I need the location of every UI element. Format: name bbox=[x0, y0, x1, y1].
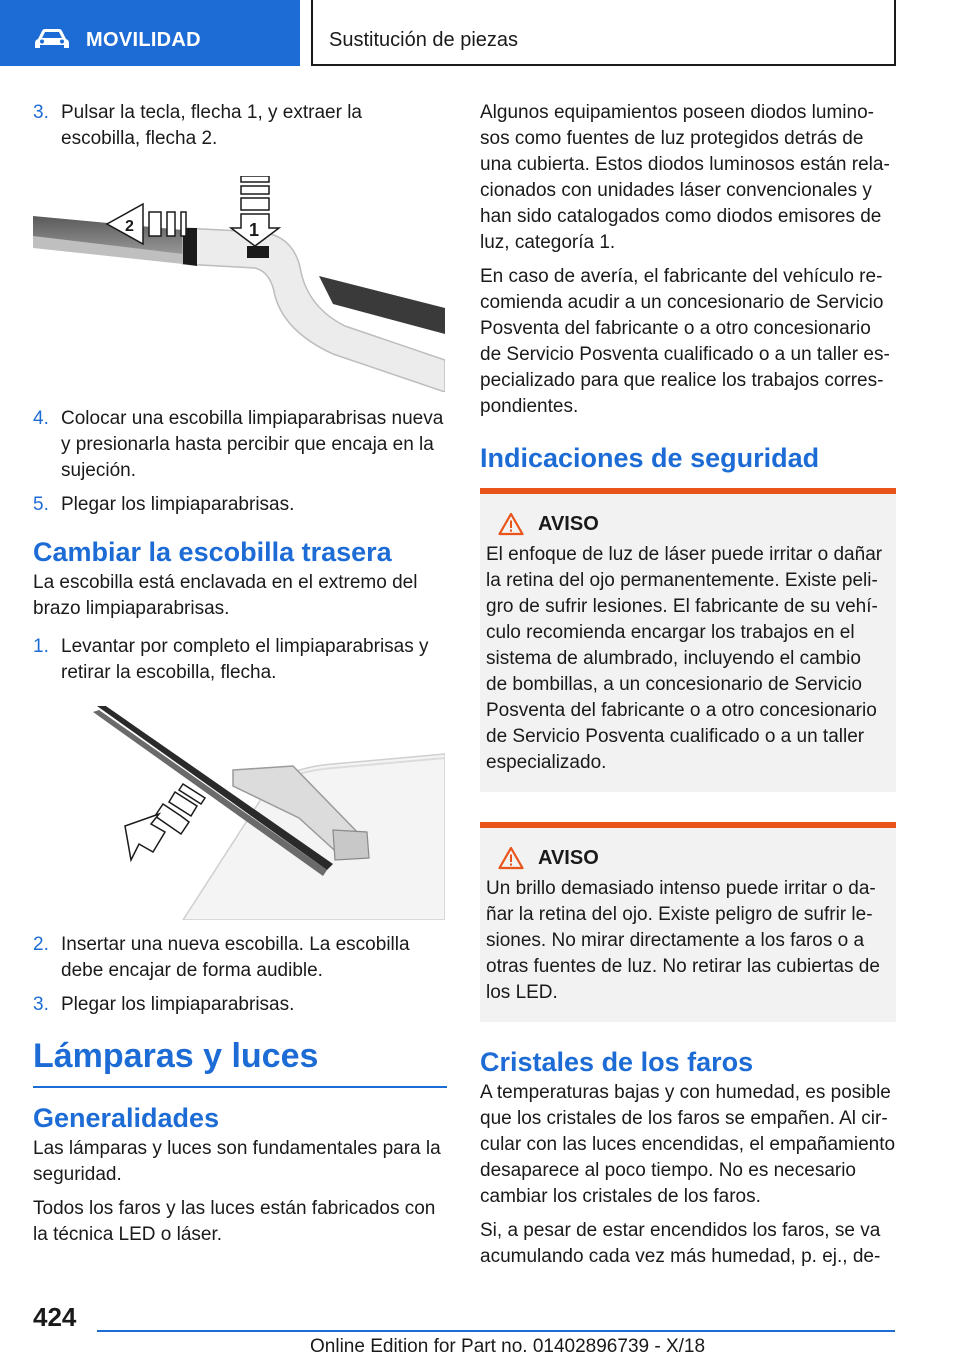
step-item bbox=[33, 932, 445, 984]
footer-rule bbox=[97, 1330, 895, 1332]
page-number: 424 bbox=[33, 1302, 77, 1332]
header-tab-label: MOVILIDAD bbox=[86, 29, 201, 51]
warning-triangle-icon bbox=[498, 846, 524, 870]
general-heading: Generalidades bbox=[33, 1103, 220, 1133]
warning-box bbox=[480, 822, 896, 1022]
warning-title: AVISO bbox=[538, 512, 599, 535]
step-number: 3. bbox=[33, 994, 49, 1015]
step-item bbox=[33, 634, 445, 686]
right-column bbox=[480, 100, 896, 1278]
step-item bbox=[33, 992, 445, 1018]
general-paragraph: Todos los faros y las luces están fabricados con la técnica LED o láser. bbox=[33, 1198, 436, 1245]
warning-text: El enfoque de luz de láser puede irritar o dañar la retina del ojo permanentemente. Existe peligro de sufrir lesiones. El fabricante de su vehículo recomienda encargar los trabajos en el sistema de alumbrado, incluyendo el cambio de bombillas, a un concesionario de Servicio Posventa del fabricante o a otro concesionario de Servicio Posventa cualificado o a un taller especializado. bbox=[486, 544, 883, 773]
headlight-glass-paragraph: Si, a pesar de estar encendidos los faros, se va acumulando cada vez más humedad, p. ej., de- bbox=[480, 1220, 881, 1267]
rear-wiper-heading: Cambiar la escobilla trasera bbox=[33, 537, 392, 567]
footer-edition: Online Edition for Part no. 01402896739 - X/18 bbox=[310, 1336, 706, 1357]
figure-label-2: 2 bbox=[125, 218, 134, 235]
warning-text: Un brillo demasiado intenso puede irritar o dañar la retina del ojo. Existe peligro de sufrir lesiones. No mirar directamente a los faros o a otras fuentes de luz. No retirar las cubiertas de los LED. bbox=[486, 878, 880, 1003]
step-item bbox=[33, 100, 445, 152]
warning-header bbox=[486, 846, 886, 870]
left-column bbox=[33, 100, 445, 1256]
step-text: Insertar una nueva escobilla. La escobilla debe encajar de forma audible. bbox=[61, 934, 410, 981]
wiper-blade-removal-illustration bbox=[33, 176, 445, 392]
header-tab[interactable] bbox=[0, 0, 300, 66]
step-item bbox=[33, 492, 445, 518]
lamps-heading: Lámparas y luces bbox=[33, 1037, 319, 1075]
safety-heading: Indicaciones de seguridad bbox=[480, 443, 820, 473]
step-text: Colocar una escobilla limpiaparabrisas nueva y presionarla hasta percibir que encaja en la sujeción. bbox=[61, 408, 444, 481]
step-text: Plegar los limpiaparabrisas. bbox=[61, 994, 295, 1015]
step-item bbox=[33, 406, 445, 484]
lamps-heading-rule bbox=[33, 1086, 447, 1088]
warning-triangle-icon bbox=[498, 512, 524, 536]
figure-label-1: 1 bbox=[249, 220, 260, 240]
header-section-title: Sustitución de piezas bbox=[329, 29, 519, 51]
warning-header bbox=[486, 512, 886, 536]
step-number: 4. bbox=[33, 408, 49, 429]
warning-box bbox=[480, 488, 896, 792]
rear-wiper-intro: La escobilla está enclavada en el extremo del brazo limpiaparabrisas. bbox=[33, 572, 418, 619]
car-icon bbox=[34, 27, 70, 51]
rear-wiper-illustration bbox=[33, 706, 445, 920]
step-number: 1. bbox=[33, 636, 49, 657]
step-number: 5. bbox=[33, 494, 49, 515]
warning-title: AVISO bbox=[538, 846, 599, 869]
headlight-glass-heading: Cristales de los faros bbox=[480, 1047, 754, 1077]
step-number: 3. bbox=[33, 102, 49, 123]
header-section-box bbox=[311, 0, 896, 66]
general-paragraph: Las lámparas y luces son fundamentales para la seguridad. bbox=[33, 1138, 441, 1185]
step-text: Plegar los limpiaparabrisas. bbox=[61, 494, 295, 515]
service-paragraph: En caso de avería, el fabricante del vehículo recomienda acudir a un concesionario de Servicio Posventa del fabricante o a otro concesionario de Servicio Posventa cualificado o a un taller especializado para que realice los trabajos correspondientes. bbox=[480, 266, 890, 417]
headlight-glass-paragraph: A temperaturas bajas y con humedad, es posible que los cristales de los faros se empañen. Al circular con las luces encendidas, el empañamiento desaparece al poco tiempo. No es necesario cambiar los cristales de los faros. bbox=[480, 1082, 896, 1207]
step-text: Levantar por completo el limpiaparabrisas y retirar la escobilla, flecha. bbox=[61, 636, 429, 683]
step-number: 2. bbox=[33, 934, 49, 955]
led-paragraph: Algunos equipamientos poseen diodos luminosos como fuentes de luz protegidos detrás de una cubierta. Estos diodos luminosos están relacionados con unidades láser convencionales y han sido catalogados como diodos emisores de luz, categoría 1. bbox=[480, 102, 890, 253]
step-text: Pulsar la tecla, flecha 1, y extraer la escobilla, flecha 2. bbox=[61, 102, 362, 149]
